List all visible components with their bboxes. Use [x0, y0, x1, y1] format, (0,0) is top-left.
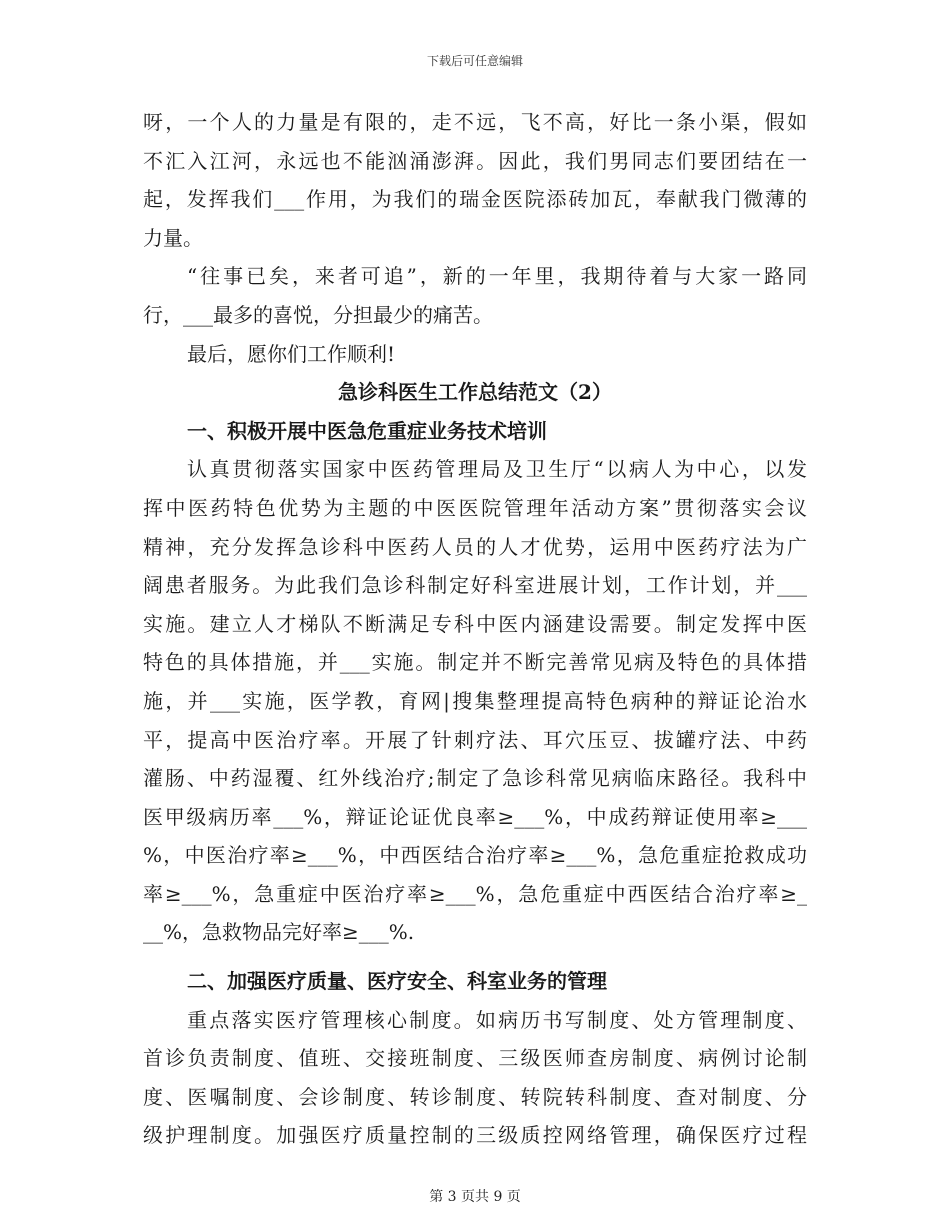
body-line: 呀，一个人的力量是有限的，走不远，飞不高，好比一条小渠，假如	[143, 110, 807, 134]
body-line: 认真贯彻落实国家中医药管理局及卫生厅“以病人为中心，以发	[187, 457, 807, 482]
body-line: 重点落实医疗管理核心制度。如病历书写制度、处方管理制度、	[187, 1007, 807, 1032]
body-line: 平，提高中医治疗率。开展了针刺疗法、耳穴压豆、拔罐疗法、中药	[143, 727, 807, 752]
body-line: 起，发挥我们___作用，为我们的瑞金医院添砖加瓦，奉献我门微薄的	[143, 187, 807, 212]
body-line: 力量。	[143, 225, 203, 250]
body-line: 率≥___%，急重症中医治疗率≥___%，急危重症中西医结合治疗率≥_	[143, 881, 807, 906]
section-title: 急诊科医生工作总结范文（2）	[338, 380, 612, 405]
body-line: 首诊负责制度、值班、交接班制度、三级医师查房制度、病例讨论制	[143, 1046, 807, 1071]
page-footer: 第 3 页共 9 页	[429, 1189, 521, 1205]
body-line: 行，___最多的喜悦，分担最少的痛苦。	[143, 302, 493, 327]
body-line: 度、医嘱制度、会诊制度、转诊制度、转院转科制度、查对制度、分	[143, 1084, 807, 1109]
section-heading: 二、加强医疗质量、医疗安全、科室业务的管理	[187, 969, 607, 994]
body-line: 挥中医药特色优势为主题的中医医院管理年活动方案”贯彻落实会议	[143, 495, 807, 520]
body-line: 医甲级病历率___%，辩证论证优良率≥___%，中成药辩证使用率≥___	[143, 804, 807, 829]
body-line: 灌肠、中药湿覆、红外线治疗;制定了急诊科常见病临床路径。我科中	[143, 766, 807, 791]
body-line: 最后，愿你们工作顺利!	[187, 341, 396, 366]
page-header: 下载后可任意编辑	[426, 54, 523, 68]
body-line: 实施。建立人才梯队不断满足专科中医内涵建设需要。制定发挥中医	[143, 611, 807, 636]
body-line: 级护理制度。加强医疗质量控制的三级质控网络管理，确保医疗过程	[143, 1123, 807, 1148]
body-line: %，中医治疗率≥___%，中西医结合治疗率≥___%，急危重症抢救成功	[143, 843, 807, 868]
body-line: “往事已矣，来者可追”，新的一年里，我期待着与大家一路同	[187, 264, 807, 289]
body-line: __%，急救物品完好率≥___%.	[143, 920, 415, 945]
body-line: 阔患者服务。为此我们急诊科制定好科室进展计划，工作计划，并___	[143, 573, 807, 598]
document-body	[143, 103, 807, 1155]
section-heading: 一、积极开展中医急危重症业务技术培训	[187, 418, 547, 443]
body-line: 不汇入江河，永远也不能汹涌澎湃。因此，我们男同志们要团结在一	[143, 148, 807, 173]
body-line: 特色的具体措施，并___实施。制定并不断完善常见病及特色的具体措	[143, 650, 807, 675]
body-line: 精神，充分发挥急诊科中医药人员的人才优势，运用中医药疗法为广	[143, 534, 807, 559]
body-line: 施，并___实施，医学教，育网|搜集整理提高特色病种的辩证论治水	[143, 688, 807, 713]
